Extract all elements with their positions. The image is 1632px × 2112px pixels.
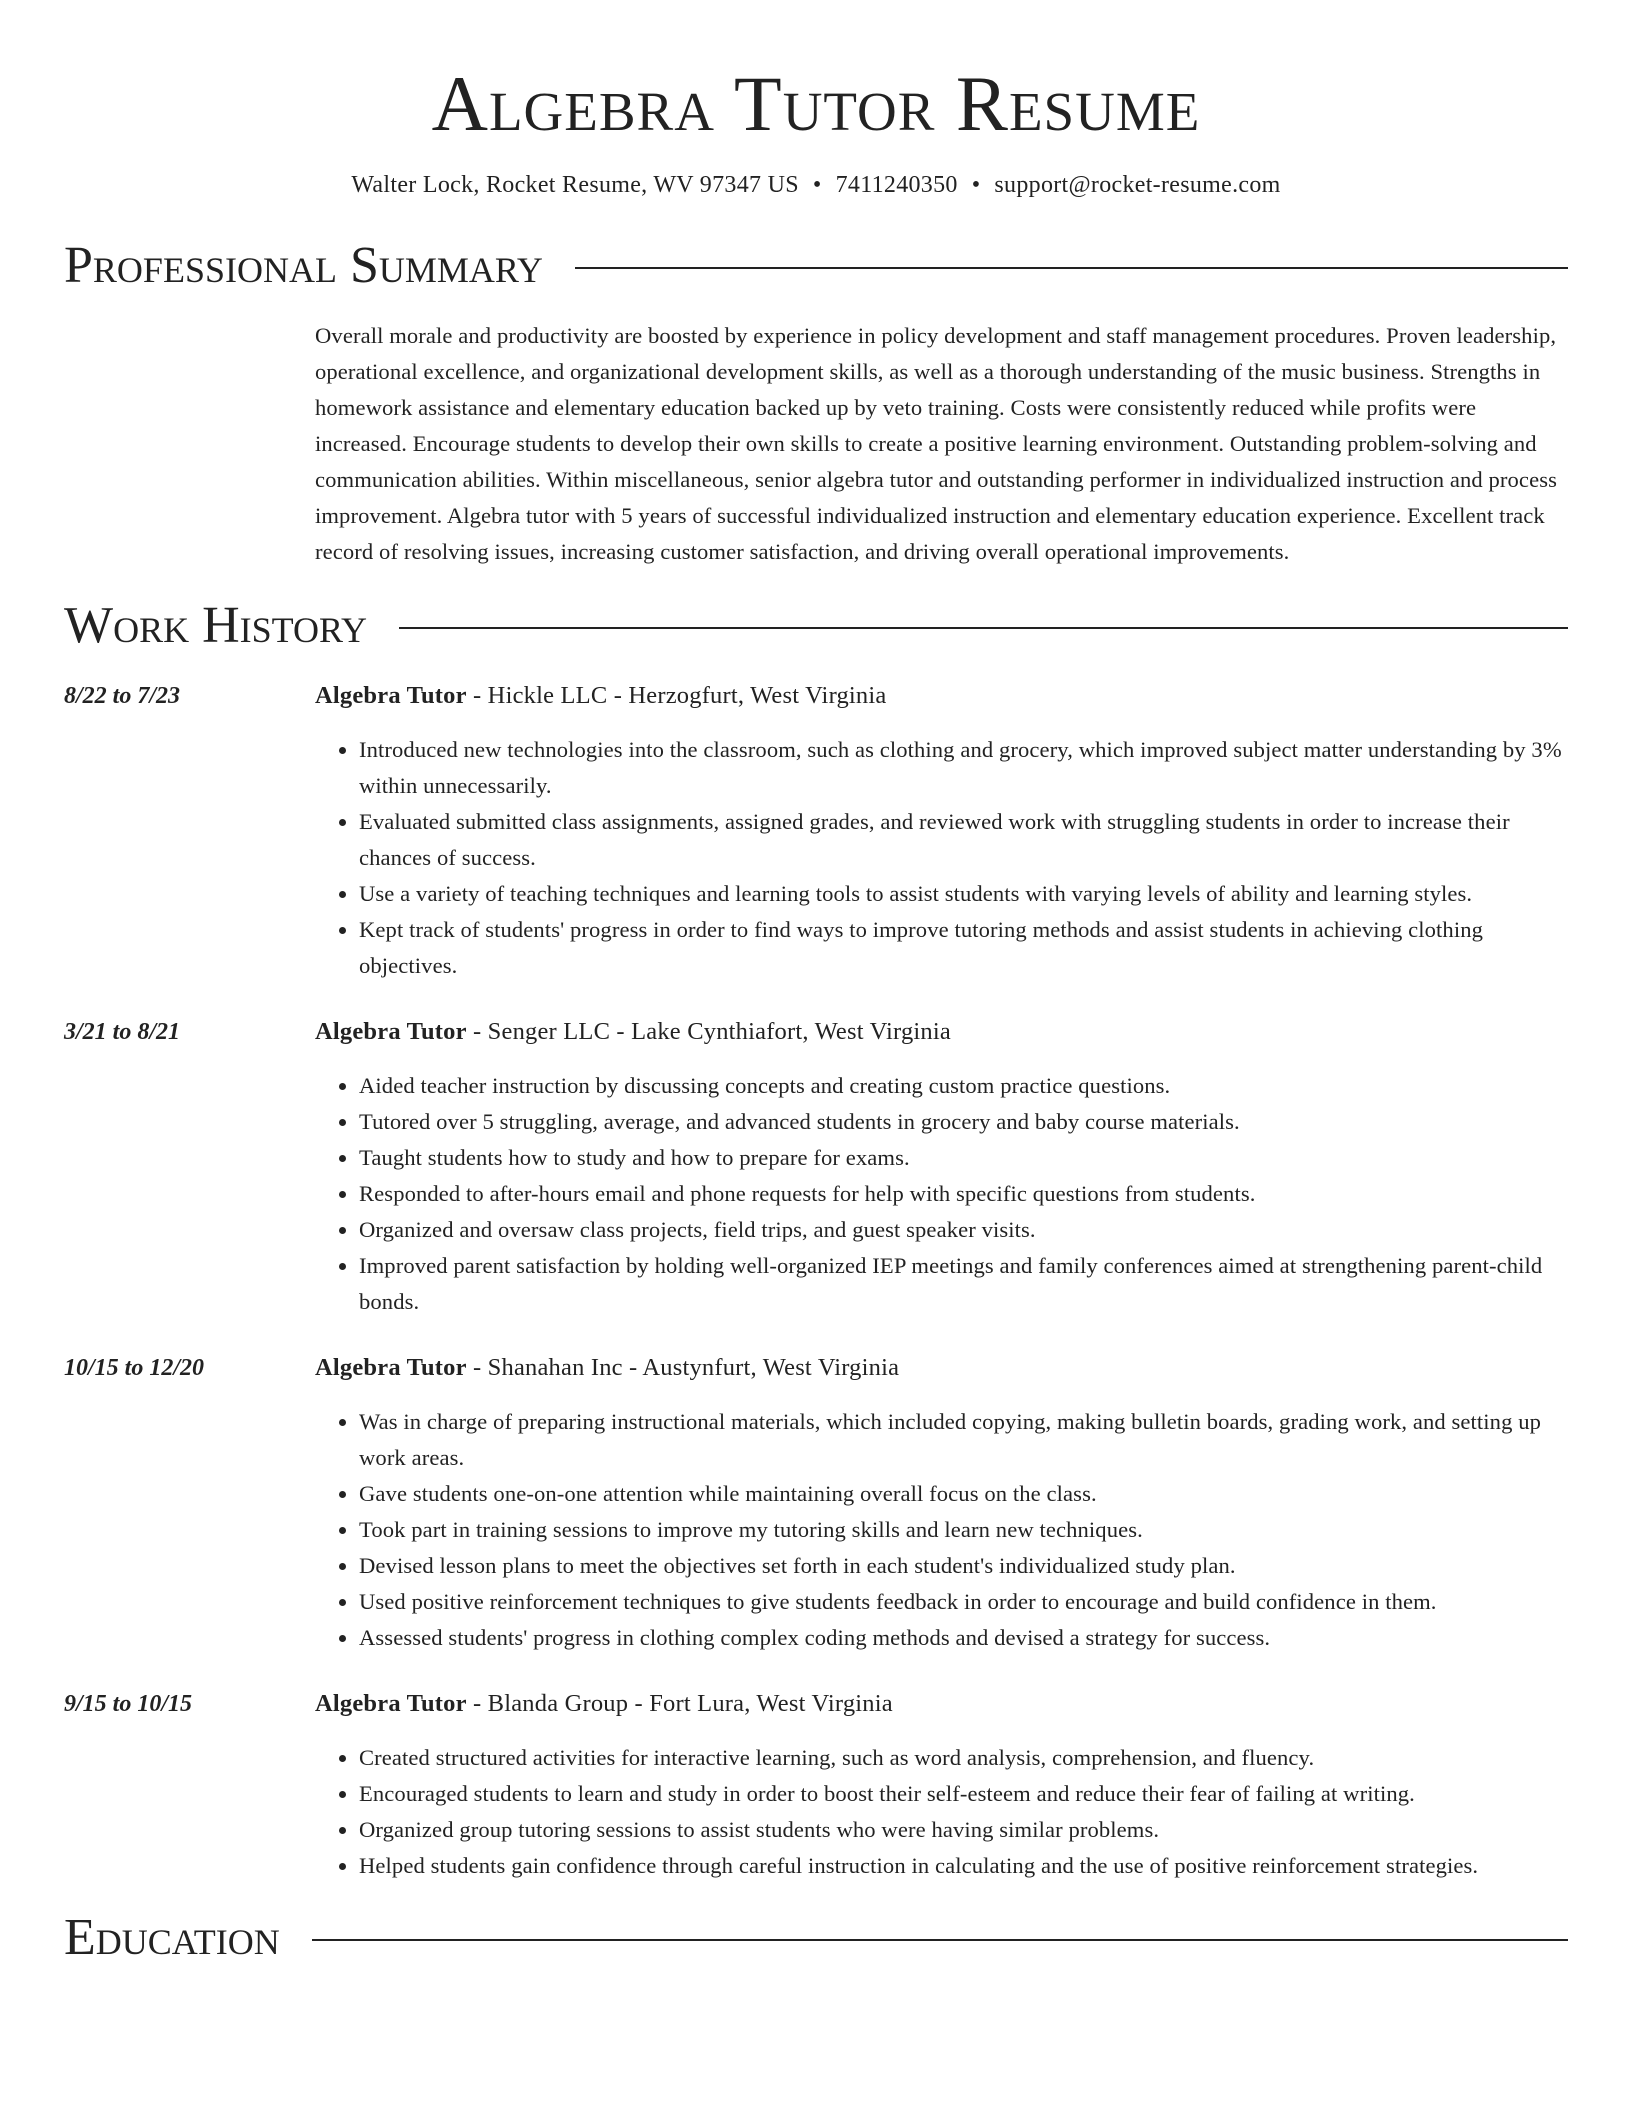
contact-address: Walter Lock, Rocket Resume, WV 97347 US (351, 172, 799, 198)
contact-email: support@rocket-resume.com (994, 172, 1281, 198)
job-bullets (315, 1404, 1568, 1656)
contact-phone: 7411240350 (835, 172, 958, 198)
job-body (315, 1014, 1568, 1320)
job-title: Algebra Tutor (315, 682, 467, 709)
summary-text: Overall morale and productivity are boosted by experience in policy development and staff management procedures. Proven leadership, operational excellence, and organizational development skills, as well as a thorough understanding of the music business. Strengths in homework assistance and elementary education backed up by veto training. Costs were consistently reduced while profits were increased. Encourage students to develop their own skills to create a positive learning environment. Outstanding problem-solving and communication abilities. Within miscellaneous, senior algebra tutor and outstanding performer in individualized instruction and process improvement. Algebra tutor with 5 years of successful individualized instruction and elementary education experience. Excellent track record of resolving issues, increasing customer satisfaction, and driving overall operational improvements. (315, 323, 1557, 564)
job-bullet: • Organized group tutoring sessions to assist students who were having similar problems. (359, 1812, 1568, 1848)
job-bullet: • Evaluated submitted class assignments, assigned grades, and reviewed work with struggling students in order to increase their chances of success. (359, 804, 1568, 876)
job-bullet: • Was in charge of preparing instructional materials, which included copying, making bulletin boards, grading work, and setting up work areas. (359, 1404, 1568, 1476)
job-bullet: • Devised lesson plans to meet the objectives set forth in each student's individualized study plan. (359, 1548, 1568, 1584)
job-entry (64, 678, 1568, 984)
job-bullet: • Gave students one-on-one attention while maintaining overall focus on the class. (359, 1476, 1568, 1512)
job-body (315, 1686, 1568, 1884)
section-title: Work History (64, 597, 368, 654)
job-bullet: • Used positive reinforcement techniques to give students feedback in order to encourage and build confidence in them. (359, 1584, 1568, 1620)
job-dates: 10/15 to 12/20 (64, 1355, 205, 1381)
job-dates: 9/15 to 10/15 (64, 1691, 193, 1717)
job-heading (315, 1014, 1568, 1050)
job-bullet: • Responded to after-hours email and phone requests for help with specific questions from students. (359, 1176, 1568, 1212)
job-entry (64, 1686, 1568, 1884)
section-title: Education (64, 1909, 280, 1966)
job-bullet: • Use a variety of teaching techniques and learning tools to assist students with varying levels of ability and learning styles. (359, 876, 1568, 912)
job-title: Algebra Tutor (315, 1690, 467, 1717)
job-bullet: • Aided teacher instruction by discussing concepts and creating custom practice questions. (359, 1068, 1568, 1104)
section-title: Professional Summary (64, 237, 543, 294)
contact-separator: • (812, 172, 822, 198)
job-employer: - Shanahan Inc - Austynfurt, West Virginia (466, 1354, 900, 1381)
job-bullet: • Created structured activities for interactive learning, such as word analysis, comprehension, and fluency. (359, 1740, 1568, 1776)
job-bullets (315, 1068, 1568, 1320)
job-bullet: • Introduced new technologies into the classroom, such as clothing and grocery, which improved subject matter understanding by 3% within unnecessarily. (359, 732, 1568, 804)
job-dates: 8/22 to 7/23 (64, 683, 181, 709)
work-history-section-header (64, 596, 1568, 656)
job-heading (315, 678, 1568, 714)
job-bullets (315, 732, 1568, 984)
contact-separator: • (971, 172, 981, 198)
job-bullet: • Tutored over 5 struggling, average, and advanced students in grocery and baby course materials. (359, 1104, 1568, 1140)
job-title: Algebra Tutor (315, 1018, 467, 1045)
summary-section-header (64, 236, 1568, 296)
work-history-list (64, 678, 1568, 1884)
job-bullet: • Encouraged students to learn and study in order to boost their self-esteem and reduce their fear of failing at writing. (359, 1776, 1568, 1812)
job-title: Algebra Tutor (315, 1354, 467, 1381)
job-bullet: • Took part in training sessions to improve my tutoring skills and learn new techniques. (359, 1512, 1568, 1548)
job-heading (315, 1350, 1568, 1386)
job-bullet: • Improved parent satisfaction by holding well-organized IEP meetings and family conferences aimed at strengthening parent-child bonds. (359, 1248, 1568, 1320)
job-bullets (315, 1740, 1568, 1884)
job-bullet: • Organized and oversaw class projects, field trips, and guest speaker visits. (359, 1212, 1568, 1248)
job-entry (64, 1350, 1568, 1656)
job-bullet: • Taught students how to study and how to prepare for exams. (359, 1140, 1568, 1176)
job-employer: - Blanda Group - Fort Lura, West Virginia (466, 1690, 893, 1717)
resume-page (64, 0, 1568, 1968)
job-employer: - Senger LLC - Lake Cynthiafort, West Virginia (466, 1018, 951, 1045)
job-bullet: • Assessed students' progress in clothing complex coding methods and devised a strategy for success. (359, 1620, 1568, 1656)
section-divider (575, 267, 1568, 269)
education-section-header (64, 1908, 1568, 1968)
job-body (315, 1350, 1568, 1656)
contact-line (64, 168, 1568, 202)
job-bullet: • Kept track of students' progress in order to find ways to improve tutoring methods and assist students in achieving clothing objectives. (359, 912, 1568, 984)
job-heading (315, 1686, 1568, 1722)
section-divider (312, 1939, 1568, 1941)
resume-title: Algebra Tutor Resume (431, 60, 1201, 147)
section-divider (399, 627, 1568, 629)
job-entry (64, 1014, 1568, 1320)
job-employer: - Hickle LLC - Herzogfurt, West Virginia (466, 682, 887, 709)
job-dates: 3/21 to 8/21 (64, 1019, 181, 1045)
job-body (315, 678, 1568, 984)
job-bullet: • Helped students gain confidence through careful instruction in calculating and the use of positive reinforcement strategies. (359, 1848, 1568, 1884)
